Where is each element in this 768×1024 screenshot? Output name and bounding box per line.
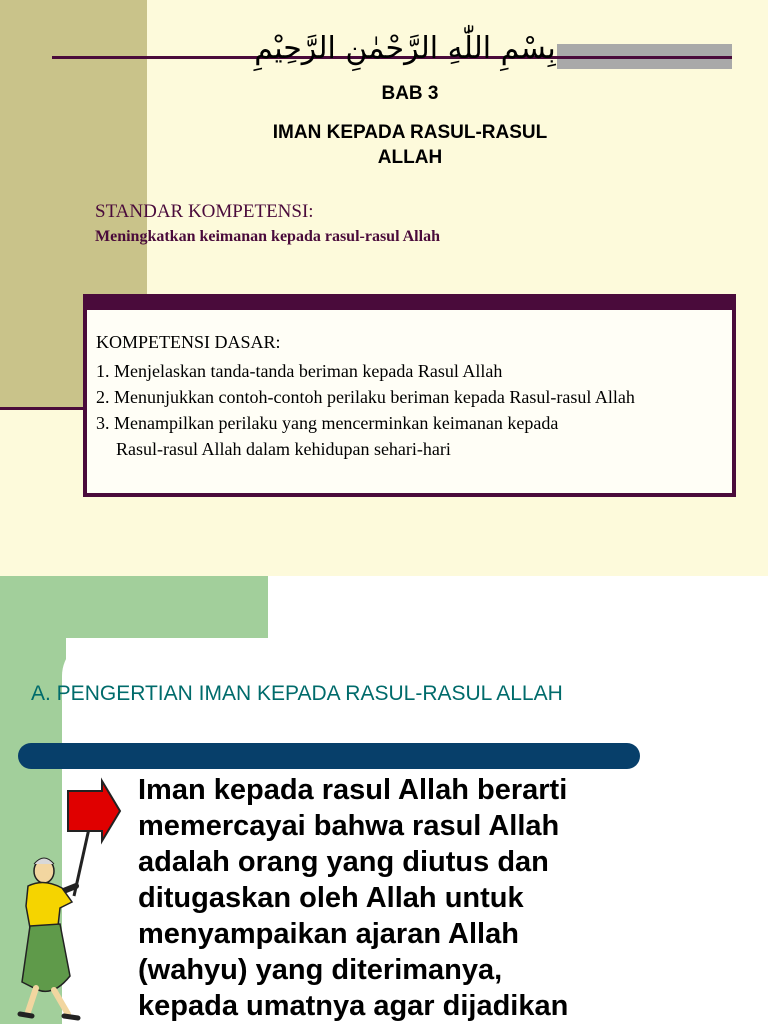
slide-2 xyxy=(0,576,768,1024)
paragraph-line: memercayai bahwa rasul Allah xyxy=(138,810,560,842)
chapter-title-line-1: IMAN KEPADA RASUL-RASUL xyxy=(272,122,548,143)
navy-divider-bar xyxy=(18,743,640,769)
standar-kompetensi-label: STANDAR KOMPETENSI: xyxy=(95,201,314,222)
chapter-label: BAB 3 xyxy=(381,83,439,104)
kompetensi-item: 1. Menjelaskan tanda-tanda beriman kepada Rasul Allah xyxy=(96,361,503,381)
person-holding-red-arrow-sign-icon xyxy=(14,776,124,1024)
paragraph-line: (wahyu) yang diterimanya, xyxy=(138,954,503,986)
chapter-title xyxy=(220,120,600,170)
standar-kompetensi-text: Meningkatkan keimanan kepada rasul-rasul Allah xyxy=(95,228,440,245)
paragraph-line: Iman kepada rasul Allah berarti xyxy=(138,774,568,806)
definition-paragraph xyxy=(138,772,758,1024)
basmala-text: بِسْمِ اللّٰهِ الرَّحْمٰنِ الرَّحِيْمِ xyxy=(254,31,556,66)
kompetensi-item: 2. Menunjukkan contoh-contoh perilaku beriman kepada Rasul-rasul Allah xyxy=(96,387,635,407)
section-heading: A. PENGERTIAN IMAN KEPADA RASUL-RASUL ALLAH xyxy=(31,682,563,705)
kompetensi-item: 3. Menampilkan perilaku yang mencerminkan keimanan kepada xyxy=(96,413,559,433)
paragraph-line: kepada umatnya agar dijadikan xyxy=(138,990,569,1022)
left-divider-line xyxy=(0,407,87,410)
paragraph-line: menyampaikan ajaran Allah xyxy=(138,918,519,950)
paragraph-line: adalah orang yang diutus dan xyxy=(138,846,549,878)
paragraph-line: ditugaskan oleh Allah untuk xyxy=(138,882,524,914)
chapter-title-line-2: ALLAH xyxy=(377,147,443,168)
kompetensi-dasar-label: KOMPETENSI DASAR: xyxy=(96,332,281,352)
kompetensi-item-continuation: Rasul-rasul Allah dalam kehidupan sehari-hari xyxy=(116,439,451,459)
kompetensi-dasar-list xyxy=(96,358,635,462)
